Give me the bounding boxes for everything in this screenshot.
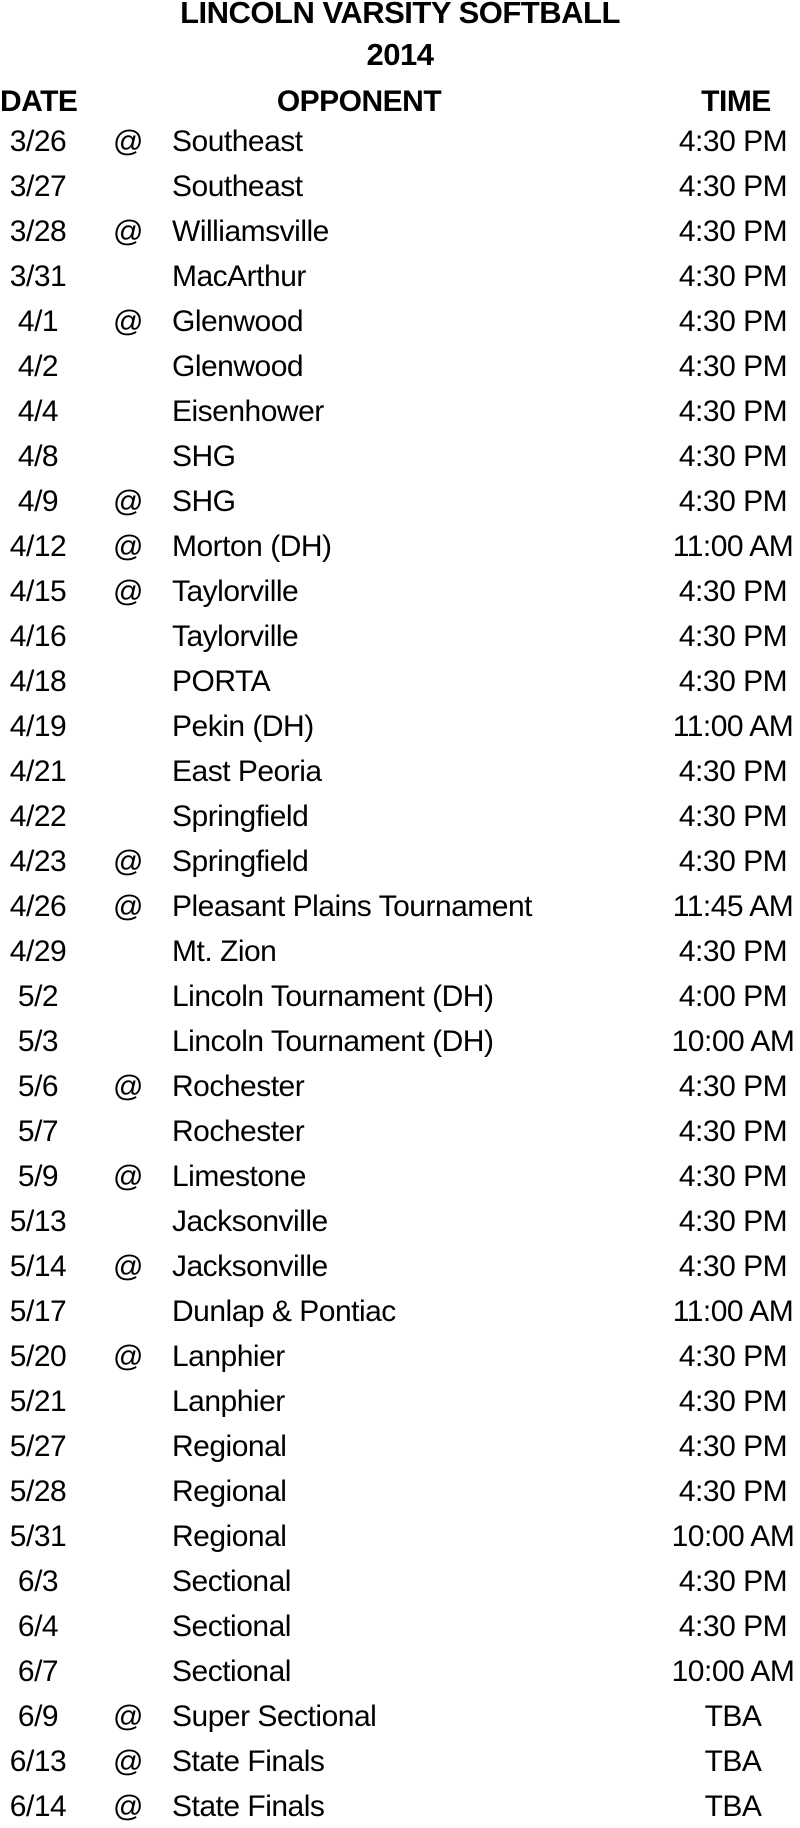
game-time: 4:30 PM (678, 1115, 788, 1148)
opponent-name: Southeast (172, 125, 303, 158)
game-date: 5/2 (17, 980, 59, 1013)
opponent-name: East Peoria (172, 755, 322, 788)
table-row (0, 1604, 800, 1649)
table-row (0, 524, 800, 569)
away-indicator (76, 1469, 146, 1514)
table-row (0, 1469, 800, 1514)
away-indicator (76, 1379, 146, 1424)
table-row (0, 884, 800, 929)
opponent-name: Pekin (DH) (172, 710, 314, 743)
away-indicator (76, 344, 146, 389)
away-indicator (76, 1199, 146, 1244)
game-time: 10:00 AM (671, 1655, 795, 1688)
table-row (0, 1784, 800, 1828)
game-time: 4:00 PM (678, 980, 788, 1013)
table-row (0, 569, 800, 614)
table-row (0, 794, 800, 839)
away-indicator: @ (113, 1160, 143, 1193)
game-time: 4:30 PM (678, 125, 788, 158)
game-time: 11:00 AM (672, 1295, 794, 1328)
game-date: 5/9 (17, 1160, 59, 1193)
opponent-name: Sectional (172, 1610, 291, 1643)
game-time: TBA (704, 1790, 762, 1823)
away-indicator: @ (113, 125, 143, 158)
game-date: 5/14 (9, 1250, 67, 1283)
game-date: 5/27 (9, 1430, 67, 1463)
game-date: 3/26 (9, 125, 67, 158)
away-indicator: @ (113, 575, 143, 608)
away-indicator: @ (113, 1700, 143, 1733)
opponent-name: Jacksonville (172, 1250, 328, 1283)
game-date: 4/26 (9, 890, 67, 923)
opponent-name: PORTA (172, 665, 271, 698)
game-time: 4:30 PM (678, 170, 788, 203)
game-time: 4:30 PM (678, 1565, 788, 1598)
away-indicator (76, 749, 146, 794)
game-date: 4/22 (9, 800, 67, 833)
opponent-name: Jacksonville (172, 1205, 328, 1238)
table-row (0, 1154, 800, 1199)
opponent-name: Springfield (172, 800, 309, 833)
table-row (0, 659, 800, 704)
table-row (0, 974, 800, 1019)
opponent-name: Eisenhower (172, 395, 324, 428)
game-date: 3/31 (9, 260, 67, 293)
away-indicator (76, 1109, 146, 1154)
opponent-name: SHG (172, 440, 236, 473)
opponent-name: Glenwood (172, 305, 304, 338)
opponent-name: MacArthur (172, 260, 306, 293)
table-row (0, 299, 800, 344)
game-time: 4:30 PM (678, 1340, 788, 1373)
away-indicator: @ (113, 485, 143, 518)
away-indicator (76, 974, 146, 1019)
away-indicator (76, 704, 146, 749)
table-row (0, 1424, 800, 1469)
opponent-name: State Finals (172, 1790, 325, 1823)
game-date: 6/14 (9, 1790, 67, 1823)
game-date: 4/12 (9, 530, 67, 563)
game-time: 4:30 PM (678, 1430, 788, 1463)
game-date: 4/2 (17, 350, 59, 383)
game-date: 4/8 (17, 440, 59, 473)
table-row (0, 344, 800, 389)
opponent-name: Sectional (172, 1655, 291, 1688)
opponent-name: Dunlap & Pontiac (172, 1295, 396, 1328)
opponent-name: Super Sectional (172, 1700, 377, 1733)
table-row (0, 1064, 800, 1109)
opponent-name: Lanphier (172, 1385, 285, 1418)
game-time: 4:30 PM (678, 215, 788, 248)
game-date: 5/3 (17, 1025, 59, 1058)
away-indicator (76, 1604, 146, 1649)
game-date: 5/17 (9, 1295, 67, 1328)
away-indicator (76, 1019, 146, 1064)
game-time: TBA (704, 1700, 762, 1733)
game-date: 5/6 (17, 1070, 59, 1103)
table-row (0, 1199, 800, 1244)
table-row (0, 1559, 800, 1604)
away-indicator (76, 1424, 146, 1469)
column-header-date: DATE (0, 85, 78, 118)
table-header (0, 85, 800, 119)
game-time: 10:00 AM (671, 1520, 795, 1553)
opponent-name: State Finals (172, 1745, 325, 1778)
table-row (0, 479, 800, 524)
game-time: 4:30 PM (678, 1385, 788, 1418)
opponent-name: Limestone (172, 1160, 306, 1193)
column-header-time: TIME (701, 85, 771, 118)
game-time: 4:30 PM (678, 935, 788, 968)
opponent-name: Regional (172, 1520, 287, 1553)
away-indicator (76, 164, 146, 209)
table-row (0, 119, 800, 164)
away-indicator (76, 1289, 146, 1334)
game-date: 6/7 (17, 1655, 59, 1688)
game-date: 5/13 (9, 1205, 67, 1238)
away-indicator: @ (113, 530, 143, 563)
table-row (0, 1109, 800, 1154)
opponent-name: Williamsville (172, 215, 329, 248)
away-indicator: @ (113, 1250, 143, 1283)
table-row (0, 434, 800, 479)
away-indicator: @ (113, 1745, 143, 1778)
away-indicator: @ (113, 215, 143, 248)
game-time: 4:30 PM (678, 1205, 788, 1238)
away-indicator (76, 434, 146, 479)
table-row (0, 164, 800, 209)
table-row (0, 749, 800, 794)
game-time: 4:30 PM (678, 350, 788, 383)
game-time: 4:30 PM (678, 1610, 788, 1643)
game-time: 4:30 PM (678, 440, 788, 473)
away-indicator: @ (113, 305, 143, 338)
game-date: 5/20 (9, 1340, 67, 1373)
away-indicator (76, 1559, 146, 1604)
column-header-opponent: OPPONENT (276, 85, 442, 118)
opponent-name: Regional (172, 1430, 287, 1463)
game-time: 11:45 AM (672, 890, 794, 923)
table-row (0, 1694, 800, 1739)
game-time: 10:00 AM (671, 1025, 795, 1058)
table-row (0, 1334, 800, 1379)
away-indicator (76, 659, 146, 704)
game-time: 4:30 PM (678, 1160, 788, 1193)
schedule-rows (0, 119, 800, 1828)
game-time: 4:30 PM (678, 395, 788, 428)
away-indicator: @ (113, 1340, 143, 1373)
table-row (0, 1514, 800, 1559)
table-row (0, 614, 800, 659)
game-date: 3/28 (9, 215, 67, 248)
game-date: 5/28 (9, 1475, 67, 1508)
opponent-name: Lanphier (172, 1340, 285, 1373)
away-indicator (76, 1514, 146, 1559)
away-indicator: @ (113, 845, 143, 878)
table-row (0, 1649, 800, 1694)
table-row (0, 839, 800, 884)
game-date: 4/19 (9, 710, 67, 743)
table-row (0, 389, 800, 434)
opponent-name: Springfield (172, 845, 309, 878)
away-indicator (76, 929, 146, 974)
game-date: 6/4 (17, 1610, 59, 1643)
game-time: 11:00 AM (672, 530, 794, 563)
opponent-name: Morton (DH) (172, 530, 332, 563)
table-row (0, 254, 800, 299)
game-time: 4:30 PM (678, 305, 788, 338)
game-date: 4/23 (9, 845, 67, 878)
table-row (0, 1244, 800, 1289)
game-date: 4/4 (17, 395, 59, 428)
game-date: 3/27 (9, 170, 67, 203)
table-row (0, 929, 800, 974)
game-date: 4/15 (9, 575, 67, 608)
opponent-name: Pleasant Plains Tournament (172, 890, 533, 923)
game-time: 4:30 PM (678, 485, 788, 518)
opponent-name: Lincoln Tournament (DH) (172, 980, 494, 1013)
game-date: 6/13 (9, 1745, 67, 1778)
game-date: 4/16 (9, 620, 67, 653)
game-time: 4:30 PM (678, 620, 788, 653)
game-date: 5/21 (9, 1385, 67, 1418)
game-time: TBA (704, 1745, 762, 1778)
game-date: 5/31 (9, 1520, 67, 1553)
table-row (0, 1379, 800, 1424)
away-indicator (76, 1649, 146, 1694)
opponent-name: Rochester (172, 1115, 305, 1148)
opponent-name: Rochester (172, 1070, 305, 1103)
game-date: 6/9 (17, 1700, 59, 1733)
away-indicator (76, 389, 146, 434)
game-time: 4:30 PM (678, 845, 788, 878)
away-indicator (76, 794, 146, 839)
game-time: 4:30 PM (678, 575, 788, 608)
opponent-name: Southeast (172, 170, 303, 203)
table-row (0, 1019, 800, 1064)
game-date: 4/18 (9, 665, 67, 698)
opponent-name: Glenwood (172, 350, 304, 383)
table-row (0, 704, 800, 749)
away-indicator (76, 254, 146, 299)
game-date: 4/9 (17, 485, 59, 518)
game-date: 5/7 (17, 1115, 59, 1148)
game-date: 4/29 (9, 935, 67, 968)
opponent-name: Mt. Zion (172, 935, 277, 968)
opponent-name: Regional (172, 1475, 287, 1508)
opponent-name: Lincoln Tournament (DH) (172, 1025, 494, 1058)
away-indicator (76, 614, 146, 659)
table-row (0, 1739, 800, 1784)
away-indicator: @ (113, 1790, 143, 1823)
away-indicator: @ (113, 1070, 143, 1103)
game-time: 4:30 PM (678, 260, 788, 293)
table-row (0, 1289, 800, 1334)
game-time: 4:30 PM (678, 1250, 788, 1283)
game-time: 11:00 AM (672, 710, 794, 743)
game-time: 4:30 PM (678, 1475, 788, 1508)
away-indicator: @ (113, 890, 143, 923)
page-title: LINCOLN VARSITY SOFTBALL (180, 0, 620, 30)
game-date: 6/3 (17, 1565, 59, 1598)
game-date: 4/1 (17, 305, 59, 338)
game-time: 4:30 PM (678, 755, 788, 788)
opponent-name: SHG (172, 485, 236, 518)
opponent-name: Sectional (172, 1565, 291, 1598)
game-time: 4:30 PM (678, 1070, 788, 1103)
table-row (0, 209, 800, 254)
game-date: 4/21 (9, 755, 67, 788)
game-time: 4:30 PM (678, 800, 788, 833)
game-time: 4:30 PM (678, 665, 788, 698)
season-year: 2014 (366, 37, 434, 72)
opponent-name: Taylorville (172, 620, 299, 653)
opponent-name: Taylorville (172, 575, 299, 608)
